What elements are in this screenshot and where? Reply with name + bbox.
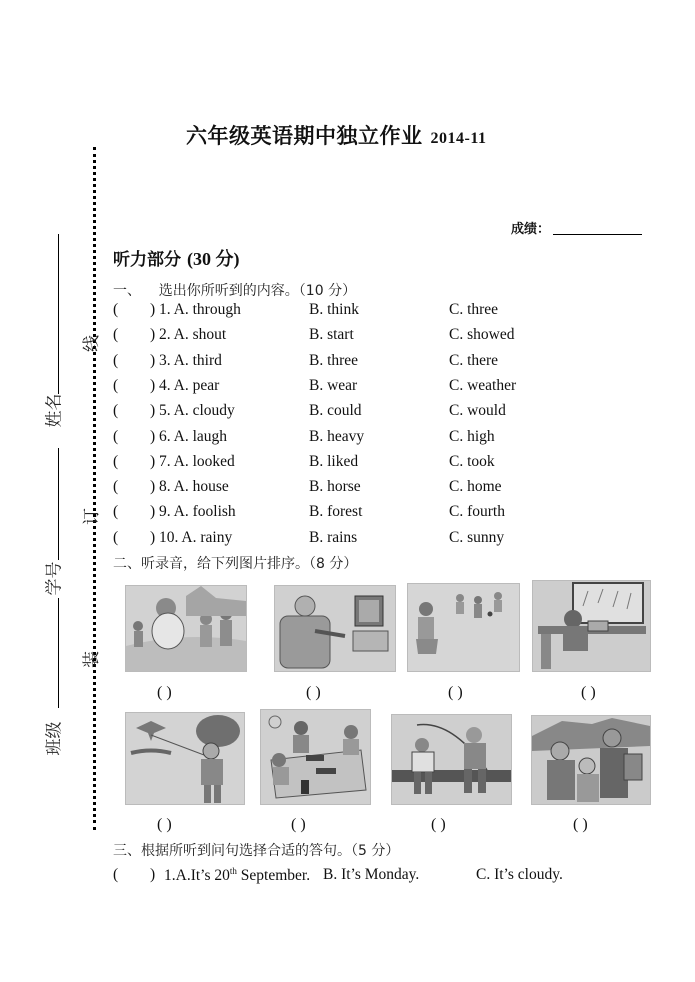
picture-watching-tv <box>274 585 396 672</box>
picnic-picture-icon <box>261 710 370 804</box>
score-blank-line[interactable] <box>553 234 642 235</box>
seal-word-bind: 订 <box>82 508 102 525</box>
option-b: B. could <box>309 402 362 420</box>
seal-word-mount: 装 <box>82 651 102 668</box>
answer-open-paren[interactable]: ( <box>113 866 119 883</box>
listening-heading-text: 听力部分 <box>113 250 181 270</box>
name-label: 姓名 <box>44 393 65 428</box>
part1-question-5 <box>113 402 573 424</box>
option-b: B. rains <box>309 528 358 546</box>
name-blank-line[interactable] <box>58 234 59 394</box>
class-label: 班级 <box>44 721 65 756</box>
option-b: B. start <box>309 326 354 344</box>
answer-open-paren[interactable]: ( <box>113 503 119 521</box>
listening-points: (30 分) <box>187 249 240 269</box>
option-a-month: September. <box>236 867 311 885</box>
score-label: 成绩： <box>511 222 551 237</box>
answer-open-paren[interactable]: ( <box>113 301 119 318</box>
part3-question-1 <box>113 866 583 888</box>
option-a-text: 1.A.It’s 20 <box>164 867 230 885</box>
picture-5-answer-blank[interactable]: ( ) <box>157 816 172 833</box>
answer-close-paren: ) <box>150 866 156 883</box>
question-number-option-a: ) 2. A. shout <box>150 326 227 344</box>
part3-title: 三、根据所听到问句选择合适的答句。（5 分） <box>113 843 400 859</box>
picture-3-answer-blank[interactable]: ( ) <box>448 684 463 701</box>
picture-1-answer-blank[interactable]: ( ) <box>157 684 172 701</box>
question-number-option-a: ) 9. A. foolish <box>150 503 236 521</box>
question-number-option-a: ) 5. A. cloudy <box>150 402 235 420</box>
option-b: B. It’s Monday. <box>323 866 420 883</box>
page-title <box>186 120 486 150</box>
option-c: C. showed <box>449 326 515 344</box>
picture-fishing <box>391 714 512 805</box>
part1-question-6 <box>113 428 573 450</box>
picture-4-answer-blank[interactable]: ( ) <box>581 684 596 701</box>
part1-question-7 <box>113 453 573 475</box>
picture-6-answer-blank[interactable]: ( ) <box>291 816 306 833</box>
option-c: C. would <box>449 402 506 420</box>
option-c: C. It’s cloudy. <box>476 866 563 883</box>
part1-question-4 <box>113 377 573 399</box>
writing-at-window-picture-icon <box>533 581 650 671</box>
answer-open-paren[interactable]: ( <box>113 376 119 394</box>
option-b: B. horse <box>309 478 361 496</box>
option-b: B. wear <box>309 376 358 394</box>
option-b: B. forest <box>309 503 363 521</box>
option-c: C. high <box>449 427 495 445</box>
option-a <box>164 866 310 885</box>
option-c: C. fourth <box>449 503 505 521</box>
class-blank-line[interactable] <box>58 598 59 708</box>
picture-picnic <box>260 709 371 805</box>
part1-question-3 <box>113 352 573 374</box>
option-b: B. liked <box>309 452 359 470</box>
watching-tv-picture-icon <box>275 586 395 671</box>
part1-question-9 <box>113 503 573 525</box>
picture-2-answer-blank[interactable]: ( ) <box>306 684 321 701</box>
question-number-option-a: ) 10. A. rainy <box>150 528 233 546</box>
option-b: B. three <box>309 351 359 369</box>
parade-picture-icon <box>126 586 246 671</box>
question-number-option-a: ) 7. A. looked <box>150 452 235 470</box>
picture-writing-at-window <box>532 580 651 672</box>
picture-8-answer-blank[interactable]: ( ) <box>573 816 588 833</box>
picture-7-answer-blank[interactable]: ( ) <box>431 816 446 833</box>
option-b: B. heavy <box>309 427 365 445</box>
answer-open-paren[interactable]: ( <box>113 427 119 445</box>
option-b: B. think <box>309 301 359 318</box>
option-c: C. sunny <box>449 528 505 546</box>
ordinal-suffix: th <box>229 866 237 876</box>
student-number-blank-line[interactable] <box>58 448 59 560</box>
hiking-great-wall-picture-icon <box>532 716 650 804</box>
picture-parade <box>125 585 247 672</box>
option-c: C. three <box>449 301 499 318</box>
option-c: C. there <box>449 351 499 369</box>
fishing-picture-icon <box>392 715 511 804</box>
answer-open-paren[interactable]: ( <box>113 452 119 470</box>
option-c: C. home <box>449 478 502 496</box>
question-number-option-a: ) 6. A. laugh <box>150 427 228 445</box>
picture-hiking-great-wall <box>531 715 651 805</box>
binding-dotted-line <box>93 147 96 830</box>
part1-question-8 <box>113 478 573 500</box>
girl-watching-football-picture-icon <box>408 584 519 671</box>
part1-question-2 <box>113 326 573 348</box>
question-number-option-a: ) 4. A. pear <box>150 376 220 394</box>
part1-title: 一、 选出你所听到的内容。（10 分） <box>113 283 357 299</box>
answer-open-paren[interactable]: ( <box>113 528 119 546</box>
part1-question-10 <box>113 529 573 551</box>
answer-open-paren[interactable]: ( <box>113 326 119 344</box>
option-c: C. took <box>449 452 495 470</box>
option-c: C. weather <box>449 376 517 394</box>
student-number-label: 学号 <box>44 561 65 596</box>
part1-question-1 <box>113 301 573 323</box>
flying-kite-picture-icon <box>126 713 244 804</box>
question-number-option-a: ) 1. A. through <box>150 301 241 318</box>
answer-open-paren[interactable]: ( <box>113 402 119 420</box>
title-text: 六年级英语期中独立作业 <box>186 124 423 148</box>
listening-heading <box>113 245 240 271</box>
question-number-option-a: ) 3. A. third <box>150 351 222 369</box>
question-number-option-a: ) 8. A. house <box>150 478 229 496</box>
picture-flying-kite <box>125 712 245 805</box>
picture-girl-watching-football <box>407 583 520 672</box>
seal-word-line: 线 <box>82 335 102 352</box>
title-date: 2014-11 <box>430 130 487 147</box>
part2-title: 二、听录音，给下列图片排序。（8 分） <box>113 556 358 572</box>
answer-open-paren[interactable]: ( <box>113 478 119 496</box>
answer-open-paren[interactable]: ( <box>113 351 119 369</box>
